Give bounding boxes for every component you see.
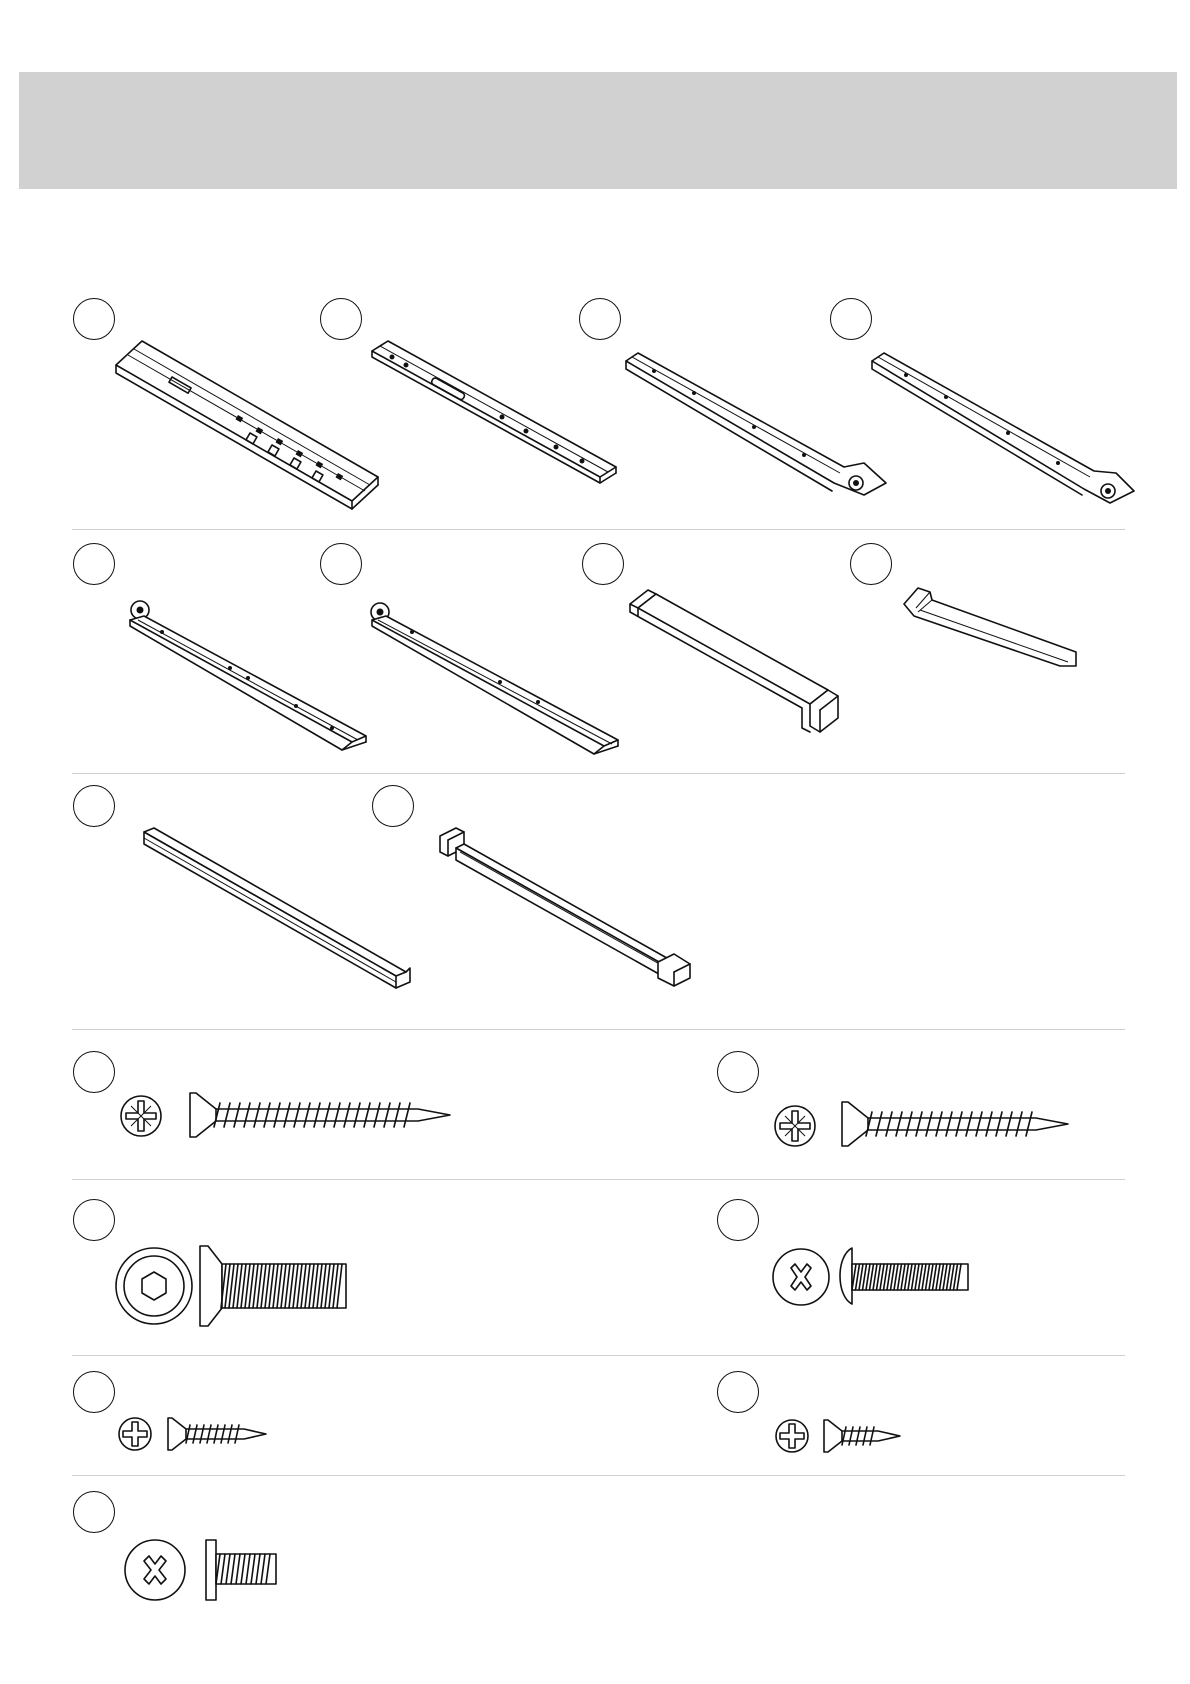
- part-letter-badge: [73, 298, 115, 340]
- part-letter-badge: [73, 1371, 115, 1413]
- thread-line: [304, 1103, 310, 1127]
- drawer-slide-cabinet-rail-right: [368, 335, 628, 485]
- medium-wood-screw: [840, 1100, 1080, 1150]
- thread-line: [384, 1103, 390, 1127]
- thread-line: [294, 1103, 300, 1127]
- thread-line: [224, 1103, 230, 1127]
- thread-line: [926, 1112, 932, 1136]
- thread-line: [324, 1103, 330, 1127]
- thread-line: [404, 1103, 410, 1127]
- thread-line: [314, 1103, 320, 1127]
- part-letter-badge: [717, 1051, 759, 1093]
- thread-line: [354, 1103, 360, 1127]
- row-divider: [72, 529, 1125, 530]
- hanging-rail-bracket: [438, 826, 698, 996]
- part-letter-badge: [73, 1051, 115, 1093]
- thread-line: [244, 1103, 250, 1127]
- pozidriv-head-icon: [774, 1418, 810, 1454]
- thread-line: [966, 1112, 972, 1136]
- phillips-machine-screw: [834, 1244, 974, 1308]
- pozidriv-head-icon: [117, 1416, 153, 1452]
- thread-line: [284, 1103, 290, 1127]
- part-letter-badge: [582, 543, 624, 585]
- drawer-runner-roller-right: [368, 598, 628, 758]
- row-divider: [72, 1355, 1125, 1356]
- thread-line: [936, 1112, 942, 1136]
- drawer-runner-roller-left: [126, 598, 376, 758]
- thread-line: [200, 1425, 204, 1443]
- thread-line: [254, 1103, 260, 1127]
- thread-line: [916, 1112, 922, 1136]
- thread-line: [1006, 1112, 1012, 1136]
- part-letter-badge: [579, 298, 621, 340]
- thread-line: [946, 1112, 952, 1136]
- short-countersunk-screw: [822, 1418, 912, 1454]
- hex-key: [900, 582, 1090, 672]
- hex-socket-head-icon: [112, 1244, 196, 1328]
- thread-line: [228, 1425, 232, 1443]
- pozidriv-head-icon: [118, 1093, 164, 1139]
- pozidriv-head-icon: [772, 1103, 818, 1149]
- phillips-head-icon: [770, 1246, 832, 1308]
- part-letter-badge: [73, 1199, 115, 1241]
- thread-line: [193, 1425, 197, 1443]
- thread-line: [996, 1112, 1002, 1136]
- thread-line: [234, 1103, 240, 1127]
- drawer-slide-cabinet-rail-left: [110, 335, 390, 505]
- thread-line: [214, 1425, 218, 1443]
- part-letter-badge: [850, 543, 892, 585]
- part-letter-badge: [372, 785, 414, 827]
- part-letter-badge: [830, 298, 872, 340]
- thread-line: [374, 1103, 380, 1127]
- thread-line: [870, 1427, 874, 1445]
- part-letter-badge: [717, 1371, 759, 1413]
- thread-line: [906, 1112, 912, 1136]
- thread-line: [956, 1112, 962, 1136]
- thread-line: [976, 1112, 982, 1136]
- thread-line: [1026, 1112, 1032, 1136]
- row-divider: [72, 1475, 1125, 1476]
- thread-line: [364, 1103, 370, 1127]
- thread-line: [1016, 1112, 1022, 1136]
- thread-line: [235, 1425, 239, 1443]
- drawer-slide-roller-rail-right: [870, 345, 1140, 505]
- thread-line: [274, 1103, 280, 1127]
- handle-bar: [628, 586, 848, 736]
- phillips-head-icon: [122, 1537, 188, 1603]
- part-letter-badge: [73, 785, 115, 827]
- header-band: [19, 72, 1177, 189]
- part-letter-badge: [73, 543, 115, 585]
- row-divider: [72, 773, 1125, 774]
- thread-line: [394, 1103, 400, 1127]
- row-divider: [72, 1029, 1125, 1030]
- thread-line: [264, 1103, 270, 1127]
- short-machine-screw: [204, 1538, 284, 1602]
- thread-line: [334, 1103, 340, 1127]
- part-letter-badge: [717, 1199, 759, 1241]
- thread-line: [876, 1112, 882, 1136]
- j-channel-strip: [140, 826, 420, 996]
- drawer-slide-roller-rail-left: [624, 345, 894, 505]
- thread-line: [344, 1103, 350, 1127]
- thread-line: [896, 1112, 902, 1136]
- thread-line: [221, 1425, 225, 1443]
- thread-line: [863, 1427, 867, 1445]
- row-divider: [72, 1179, 1125, 1180]
- part-letter-badge: [73, 1491, 115, 1533]
- long-wood-screw: [188, 1091, 458, 1141]
- part-letter-badge: [320, 298, 362, 340]
- short-wood-screw: [166, 1416, 276, 1452]
- thread-line: [856, 1427, 860, 1445]
- thread-line: [849, 1427, 853, 1445]
- part-letter-badge: [320, 543, 362, 585]
- hex-socket-connector-bolt: [198, 1244, 358, 1328]
- thread-line: [986, 1112, 992, 1136]
- thread-line: [886, 1112, 892, 1136]
- thread-line: [207, 1425, 211, 1443]
